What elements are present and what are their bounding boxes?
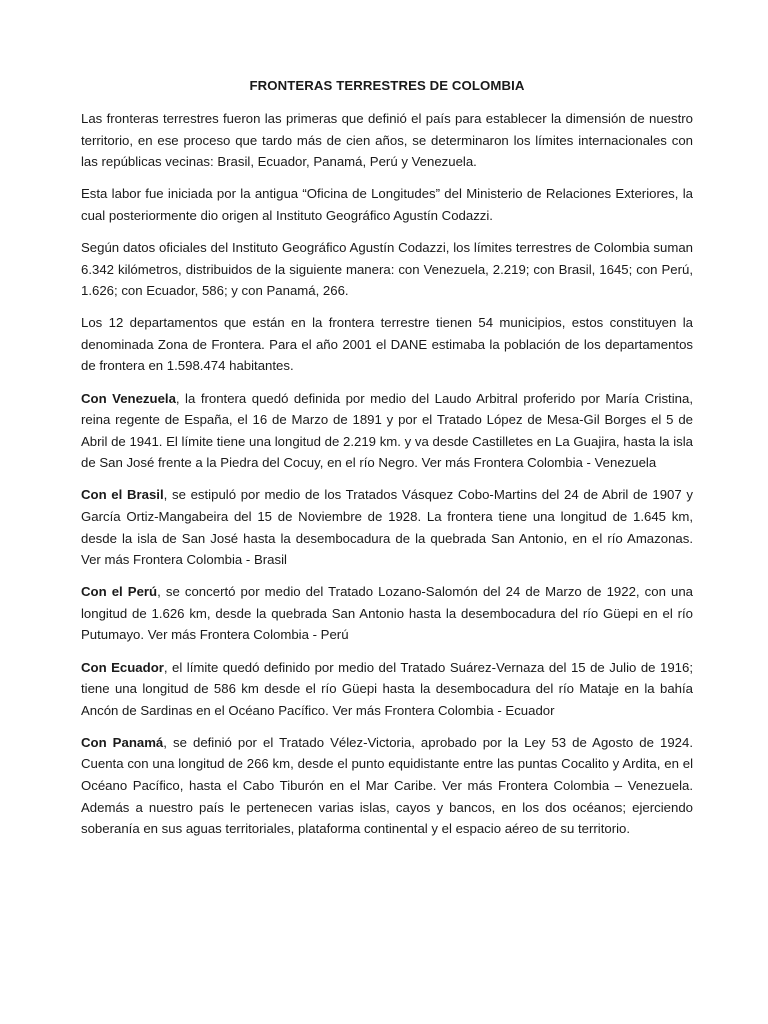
paragraph-text: , se definió por el Tratado Vélez-Victoria, aprobado por la Ley 53 de Agosto de 1924. Cuenta con una longitud de 266 km, desde el punto equidistante entre las puntas Cocalito y Ardita, en el Océano Pacífico, hasta el Cabo Tiburón en el Mar Caribe. Ver más Frontera Colombia – Venezuela. Además a nuestro país le pertenecen varias islas, cayos y bancos, en los dos océanos; ejerciendo soberanía en sus aguas territoriales, plataforma continental y el espacio aéreo de su territorio. (81, 734, 693, 837)
paragraph-panama (81, 732, 693, 840)
paragraph-intro (81, 108, 693, 173)
paragraph-lead: Con Venezuela (81, 390, 176, 406)
paragraph-text: , se concertó por medio del Tratado Lozano-Salomón del 24 de Marzo de 1922, con una longitud de 1.626 km, desde la quebrada San Antonio hasta la desembocadura del río Güepi en el río Putumayo. Ver más Frontera Colombia - Perú (81, 584, 694, 643)
paragraph-text: , la frontera quedó definida por medio del Laudo Arbitral proferido por María Cristina, reina regente de España, el 16 de Marzo de 1891 y por el Tratado López de Mesa-Gil Borges el 5 de Abril de 1941. El límite tiene una longitud de 2.219 km. y va desde Castilletes en La Guajira, hasta la isla de San José frente a la Piedra del Cocuy, en el río Negro. Ver más Frontera Colombia - Venezuela (81, 390, 693, 471)
paragraph-ecuador (81, 657, 693, 722)
paragraph-border-zone (81, 312, 693, 377)
paragraph-text: Las fronteras terrestres fueron las primeras que definió el país para establecer la dimensión de nuestro territorio, en ese proceso que tardo más de cien años, se determinaron los límites internacionales con las repúblicas vecinas: Brasil, Ecuador, Panamá, Perú y Venezuela. (81, 111, 693, 170)
document-page (81, 76, 693, 850)
paragraph-lead: Con Panamá (81, 734, 164, 750)
paragraph-text: , el límite quedó definido por medio del Tratado Suárez-Vernaza del 15 de Julio de 1916; tiene una longitud de 586 km desde el río Güepi hasta la desembocadura del río Mataje en la bahía Ancón de Sardinas en el Océano Pacífico. Ver más Frontera Colombia - Ecuador (81, 659, 693, 718)
paragraph-venezuela (81, 388, 693, 474)
paragraph-lead: Con el Brasil (81, 487, 164, 503)
paragraph-origin (81, 183, 693, 226)
paragraph-lead: Con el Perú (81, 584, 158, 600)
document-title: FRONTERAS TERRESTRES DE COLOMBIA (249, 78, 525, 93)
paragraph-peru (81, 581, 693, 646)
paragraph-text: Según datos oficiales del Instituto Geográfico Agustín Codazzi, los límites terrestres de Colombia suman 6.342 kilómetros, distribuidos de la siguiente manera: con Venezuela, 2.219; con Brasil, 1645; con Perú, 1.626; con Ecuador, 586; y con Panamá, 266. (81, 239, 693, 299)
paragraph-text: Esta labor fue iniciada por la antigua “Oficina de Longitudes” del Ministerio de Relaciones Exteriores, la cual posteriormente dio origen al Instituto Geográfico Agustín Codazzi. (81, 186, 693, 223)
paragraph-text: , se estipuló por medio de los Tratados Vásquez Cobo-Martins del 24 de Abril de 1907 y García Ortiz-Mangabeira del 15 de Noviembre de 1928. La frontera tiene una longitud de 1.645 km, desde la isla de San José hasta la desembocadura de la quebrada San Antonio, en el río Amazonas. Ver más Frontera Colombia - Brasil (81, 487, 693, 568)
paragraph-lead: Con Ecuador (81, 659, 164, 675)
paragraph-official-data (81, 237, 693, 302)
paragraph-text: Los 12 departamentos que están en la frontera terrestre tienen 54 municipios, estos constituyen la denominada Zona de Frontera. Para el año 2001 el DANE estimaba la población de los departamentos de frontera en 1.598.474 habitantes. (81, 315, 693, 374)
paragraph-brasil (81, 484, 693, 570)
